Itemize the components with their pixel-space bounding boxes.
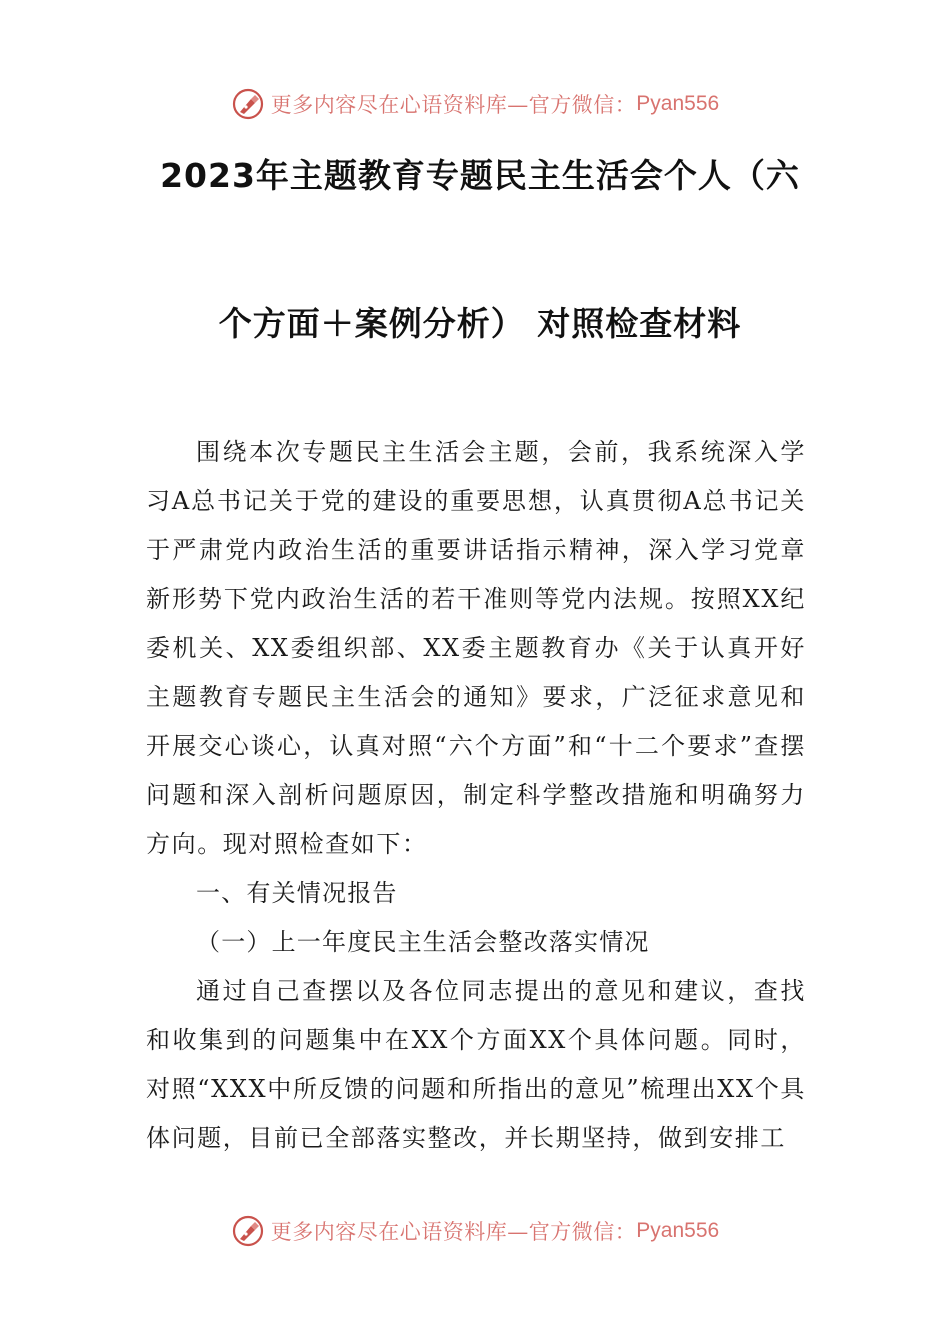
wechat-id: Pyan556 bbox=[636, 1219, 720, 1242]
subsection-heading-1: （一）上一年度民主生活会整改落实情况 bbox=[196, 928, 650, 956]
watermark-text: 更多内容尽在心语资料库—官方微信： bbox=[270, 93, 637, 117]
watermark-text: 更多内容尽在心语资料库—官方微信： bbox=[270, 1220, 637, 1244]
pen-nib-circle-logo-icon bbox=[231, 87, 265, 121]
pen-nib-circle-logo-icon bbox=[231, 1214, 265, 1248]
watermark-banner-bottom bbox=[0, 1211, 950, 1251]
paragraph-rectification: 通过自己查摆以及各位同志提出的意见和建议，查找和收集到的问题集中在XX个方面XX个具体问题。同时，对照“XXX中所反馈的问题和所指出的意见”梳理出XX个具体问题，目前已全部落实整改，并长期坚持，做到安排工 bbox=[146, 977, 806, 1152]
paragraph-intro: 围绕本次专题民主生活会主题，会前，我系统深入学习A总书记关于党的建设的重要思想，认真贯彻A总书记关于严肃党内政治生活的重要讲话指示精神，深入学习党章新形势下党内政治生活的若干准则等党内法规。按照XX纪委机关、XX委组织部、XX委主题教育办《关于认真开好主题教育专题民主生活会的通知》要求，广泛征求意见和开展交心谈心，认真对照“六个方面”和“十二个要求”查摆问题和深入剖析问题原因，制定科学整改措施和明确努力方向。现对照检查如下： bbox=[146, 438, 806, 858]
document-title-line-1: 2023年主题教育专题民主生活会个人（六 bbox=[160, 156, 800, 195]
wechat-id: Pyan556 bbox=[636, 92, 720, 115]
document-title-line-2: 个方面＋案例分析） 对照检查材料 bbox=[218, 304, 742, 343]
document-body bbox=[146, 428, 806, 1163]
watermark-banner-top bbox=[0, 84, 950, 124]
section-heading-1: 一、有关情况报告 bbox=[196, 879, 398, 907]
